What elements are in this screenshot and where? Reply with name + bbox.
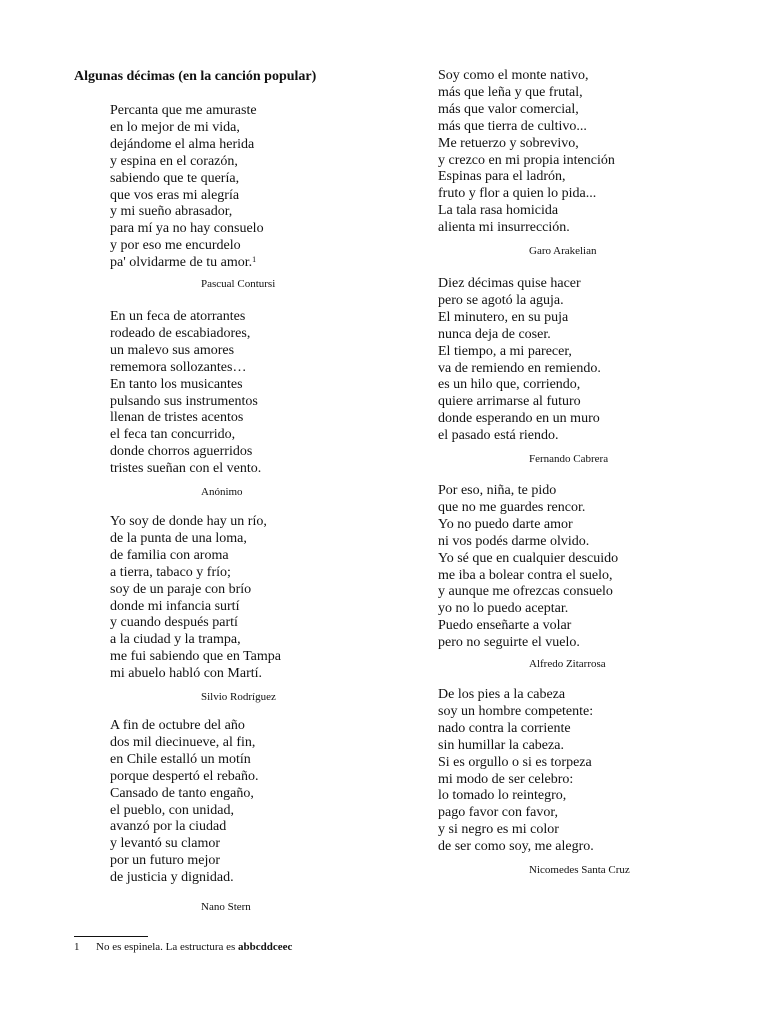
poem-line: Diez décimas quise hacer	[438, 276, 581, 291]
poem-line: llenan de tristes acentos	[110, 410, 244, 426]
poem-line: donde chorros aguerridos	[110, 444, 253, 460]
poem-line: y si negro es mi color	[438, 822, 559, 838]
poem-line: pulsando sus instrumentos	[110, 393, 258, 409]
poem-santa-cruz	[438, 687, 594, 856]
poem-line: nunca deja de coser.	[438, 326, 551, 342]
poem-line: Percanta que me amuraste	[110, 103, 257, 118]
poem-line: Por eso, niña, te pido	[438, 483, 557, 498]
poem-line: me iba a bolear contra el suelo,	[438, 567, 613, 583]
poem-line: El minutero, en su puja	[438, 309, 569, 325]
poem-line: rodeado de escabiadores,	[110, 325, 251, 341]
poem-line: A fin de octubre del año	[110, 718, 245, 733]
poem-line: donde esperando en un muro	[438, 411, 600, 427]
poem-line: lo tomado lo reintegro,	[438, 788, 567, 804]
poem-line: Puedo enseñarte a volar	[438, 618, 572, 634]
poem-line: Yo no puedo darte amor	[438, 516, 573, 532]
author-rodriguez: Silvio Rodríguez	[201, 691, 276, 703]
poem-line: dejándome el alma herida	[110, 136, 255, 152]
footnote-separator	[74, 936, 148, 937]
poem-line: y levantó su clamor	[110, 836, 221, 852]
poem-line: por un futuro mejor	[110, 853, 221, 869]
poem-line: En tanto los musicantes	[110, 376, 243, 392]
poem-line: más que valor comercial,	[438, 101, 579, 117]
poem-line: quiere arrimarse al futuro	[438, 394, 581, 410]
poem-line: mi modo de ser celebro:	[438, 771, 574, 787]
poem-cabrera	[438, 276, 601, 445]
poem-line: en lo mejor de mi vida,	[110, 119, 240, 135]
poem-line: sin humillar la cabeza.	[438, 737, 564, 753]
poem-line: a la ciudad y la trampa,	[110, 632, 241, 648]
poem-line: En un feca de atorrantes	[110, 309, 246, 324]
poem-anonimo	[110, 309, 261, 478]
poem-rodriguez	[110, 514, 281, 683]
poem-arakelian	[438, 68, 615, 237]
poem-line: y cuando después partí	[110, 615, 238, 631]
poem-line: el pueblo, con unidad,	[110, 802, 235, 818]
poem-line: va de remiendo en remiendo.	[438, 360, 601, 376]
poem-line: soy un hombre competente:	[438, 703, 594, 719]
footnote-text: No es espinela. La estructura es	[96, 941, 239, 953]
poem-line: para mí ya no hay consuelo	[110, 221, 264, 237]
poem-line: y mi sueño abrasador,	[110, 204, 233, 220]
footnote	[74, 941, 292, 954]
poem-line: de justicia y dignidad.	[110, 870, 234, 886]
poem-line: donde mi infancia surtí	[110, 598, 240, 614]
poem-line: Me retuerzo y sobrevivo,	[438, 135, 579, 151]
poem-line: un malevo sus amores	[110, 342, 235, 358]
poem-line: alienta mi insurrección.	[438, 220, 570, 236]
poem-line: Cansado de tanto engaño,	[110, 785, 254, 801]
poem-line: nado contra la corriente	[438, 720, 571, 736]
poem-line: más que tierra de cultivo...	[438, 118, 587, 134]
poem-line: Yo soy de donde hay un río,	[110, 514, 267, 529]
poem-line: el pasado está riendo.	[438, 428, 559, 444]
poem-line: en Chile estalló un motín	[110, 751, 251, 767]
poem-line: y por eso me encurdelo	[110, 238, 241, 254]
poem-line: De los pies a la cabeza	[438, 687, 566, 702]
poem-contursi	[110, 103, 264, 272]
poem-line: es un hilo que, corriendo,	[438, 377, 581, 393]
author-arakelian: Garo Arakelian	[529, 245, 597, 257]
poem-line: de la punta de una loma,	[110, 530, 247, 546]
author-contursi: Pascual Contursi	[201, 278, 276, 290]
poem-zitarrosa	[438, 483, 618, 652]
poem-line: y aunque me ofrezcas consuelo	[438, 584, 613, 600]
poem-stern	[110, 718, 259, 887]
poem-line: de familia con aroma	[110, 547, 229, 563]
poem-line: soy de un paraje con brío	[110, 581, 252, 597]
author-santa-cruz: Nicomedes Santa Cruz	[529, 864, 630, 876]
poem-line: porque despertó el rebaño.	[110, 768, 259, 784]
poem-line: y crezco en mi propia intención	[438, 152, 615, 168]
footnote-reference[interactable]: 1	[252, 255, 257, 265]
poem-line: Yo sé que en cualquier descuido	[438, 550, 619, 566]
poem-line: fruto y flor a quien lo pida...	[438, 186, 597, 202]
poem-line: que vos eras mi alegría	[110, 187, 240, 203]
poem-line: avanzó por la ciudad	[110, 819, 227, 835]
author-cabrera: Fernando Cabrera	[529, 453, 609, 465]
poem-line-text: pa' olvidarme de tu amor.	[110, 255, 253, 271]
poem-line: Soy como el monte nativo,	[438, 68, 589, 83]
poem-line	[110, 255, 264, 272]
page-title: Algunas décimas (en la canción popular)	[74, 69, 317, 84]
poem-line: el feca tan concurrido,	[110, 427, 236, 443]
poem-line: dos mil diecinueve, al fin,	[110, 734, 256, 750]
poem-line: Si es orgullo o si es torpeza	[438, 754, 592, 770]
poem-line: ni vos podés darme olvido.	[438, 533, 590, 549]
poem-line: que no me guardes rencor.	[438, 499, 586, 515]
poem-line: tristes sueñan con el vento.	[110, 461, 262, 477]
poem-line: me fui sabiendo que en Tampa	[110, 649, 281, 665]
poem-line: pero se agotó la aguja.	[438, 292, 564, 308]
footnote-emphasis: abbcddceec	[238, 941, 293, 953]
author-stern: Nano Stern	[201, 901, 251, 913]
poem-line: mi abuelo habló con Martí.	[110, 666, 263, 682]
poem-line: Espinas para el ladrón,	[438, 169, 566, 185]
poem-line: rememora sollozantes…	[110, 359, 247, 375]
poem-line: pago favor con favor,	[438, 805, 558, 821]
poem-line: más que leña y que frutal,	[438, 84, 583, 100]
poem-line: sabiendo que te quería,	[110, 170, 240, 186]
poem-line: a tierra, tabaco y frío;	[110, 564, 231, 580]
author-zitarrosa: Alfredo Zitarrosa	[529, 658, 606, 670]
poem-line: La tala rasa homicida	[438, 203, 559, 219]
poem-line: pero no seguirte el vuelo.	[438, 635, 580, 651]
author-anonimo: Anónimo	[201, 486, 243, 498]
poem-line: El tiempo, a mi parecer,	[438, 343, 572, 359]
poem-line: yo no lo puedo aceptar.	[438, 601, 569, 617]
poem-line: y espina en el corazón,	[110, 153, 238, 169]
footnote-number: 1	[74, 941, 80, 953]
poem-line: de ser como soy, me alegro.	[438, 839, 594, 855]
